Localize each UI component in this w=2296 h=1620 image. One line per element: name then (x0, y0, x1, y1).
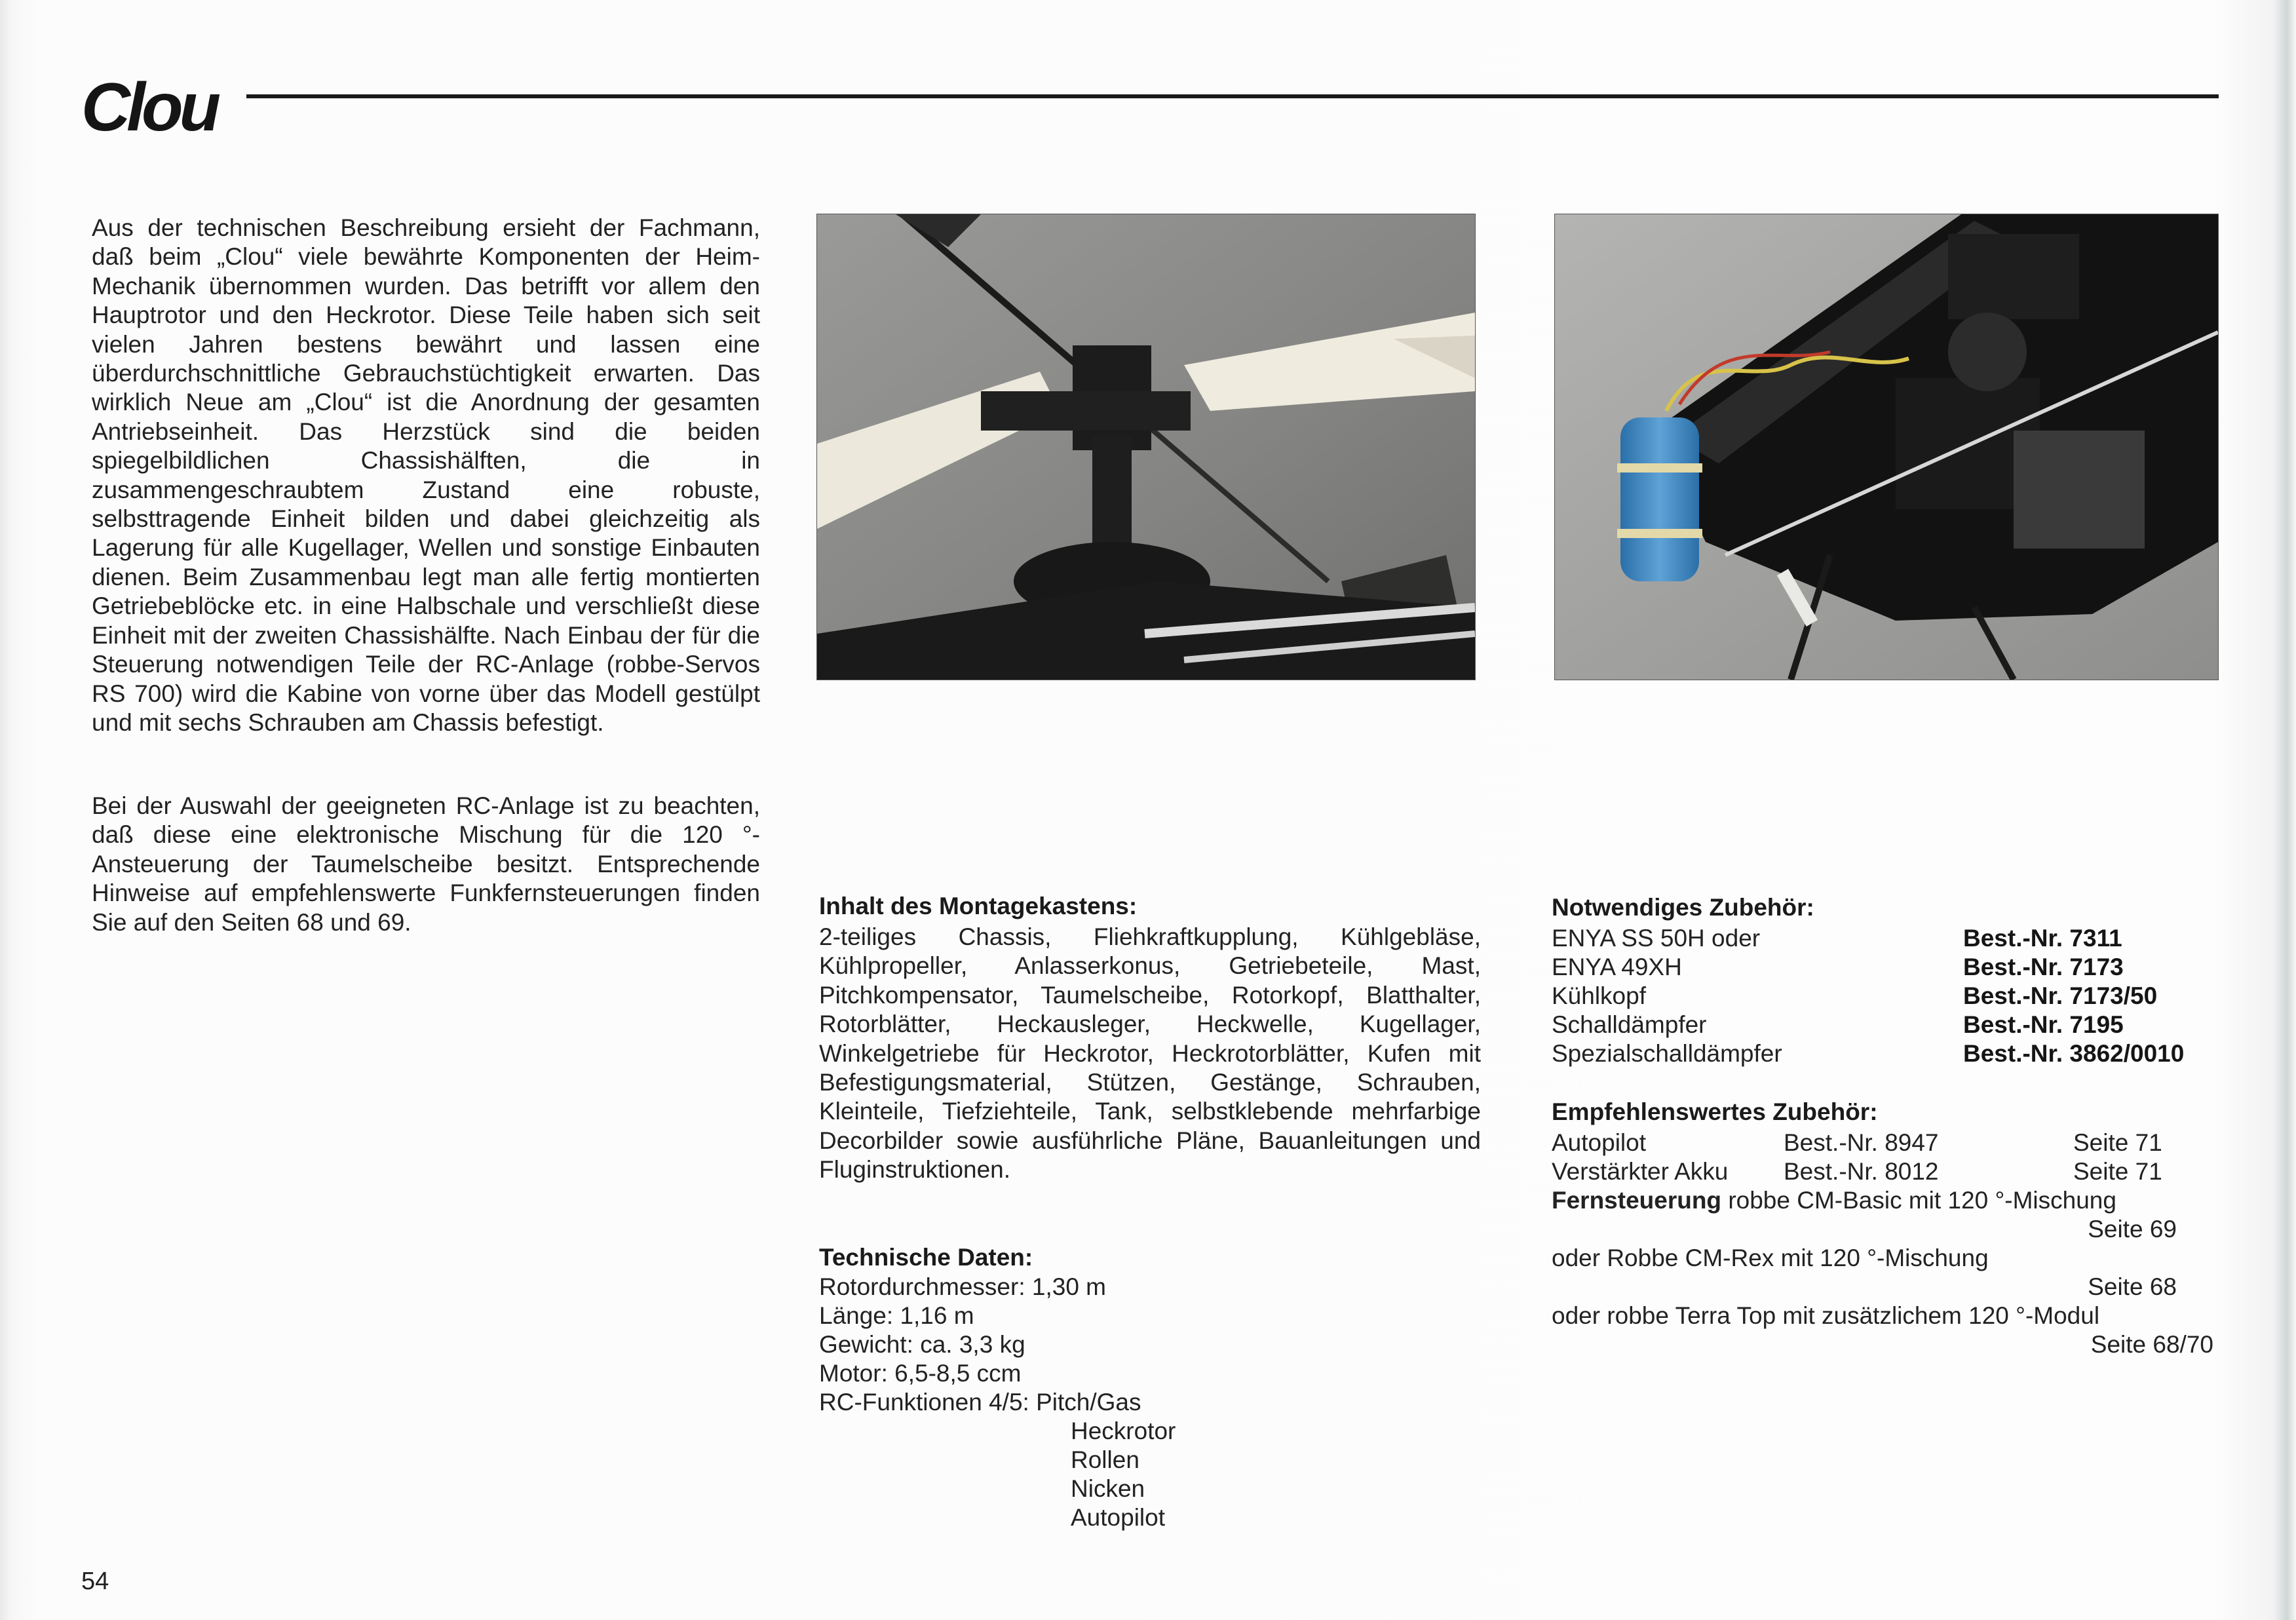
required-item-order: Best.-Nr. 3862/0010 (1963, 1040, 2185, 1067)
recommended-item-order: Best.-Nr. 8012 (1784, 1158, 1939, 1185)
page-number: 54 (81, 1568, 109, 1595)
rc-option-1-text: robbe CM-Basic mit 120 °-Mischung (1728, 1187, 2116, 1214)
required-heading: Notwendiges Zubehör: (1552, 894, 1814, 921)
rc-option-3: oder robbe Terra Top mit zusätzlichem 120 °-Modul (1552, 1302, 2100, 1329)
required-item-label: Spezialschalldämpfer (1552, 1040, 1782, 1067)
rc-option-1-page: Seite 69 (2088, 1216, 2177, 1243)
rc-function: Heckrotor (1071, 1418, 1176, 1444)
rc-option-2-page: Seite 68 (2088, 1273, 2177, 1300)
required-item-order: Best.-Nr. 7311 (1963, 925, 2122, 952)
required-item-order: Best.-Nr. 7173/50 (1963, 982, 2158, 1009)
required-item-order: Best.-Nr. 7173 (1963, 954, 2124, 980)
intro-paragraph-2: Bei der Auswahl der geeigneten RC-Anlage ist zu beachten, daß diese eine elektronische Mischung für die 120 °-Ansteuerung der Taumelscheibe besitzt. Entsprechende Hinweise auf empfehlenswerte Funkfernsteuerungen finden Sie auf den Seiten 68 und 69. (92, 792, 760, 936)
contents-text: 2-teiliges Chassis, Fliehkraftkupplung, Kühlgebläse, Kühlpropeller, Anlasserkonus, Getriebeteile, Mast, Pitchkompensator, Taumelscheibe, Rotorkopf, Blatthalter, Rotorblätter, Heckausleger, Heckwelle, Kugellager, Winkelgetriebe für Heckrotor, Heckrotorblätter, Kufen mit Befestigungsmaterial, Stützen, Gestänge, Schrauben, Kleinteile, Tiefziehteile, Tank, selbstklebende mehrfarbige Decorbilder sowie ausführliche Pläne, Bauanleitungen und Fluginstruktionen. (819, 923, 1481, 1184)
tech-row: Gewicht: ca. 3,3 kg (819, 1331, 1025, 1358)
chassis-photo (1554, 214, 2219, 680)
rc-function: Autopilot (1071, 1504, 1165, 1531)
required-item-label: Schalldämpfer (1552, 1011, 1707, 1038)
required-item-label: ENYA 49XH (1552, 954, 1682, 980)
rc-option-1 (1552, 1186, 2116, 1215)
title-rule (246, 94, 2219, 98)
rc-function: Rollen (1071, 1446, 1139, 1473)
required-item-order: Best.-Nr. 7195 (1963, 1011, 2124, 1038)
rc-function: Nicken (1071, 1475, 1145, 1502)
rotor-head-photo (816, 214, 1476, 680)
contents-heading: Inhalt des Montagekastens: (819, 893, 1138, 919)
recommended-item-label: Autopilot (1552, 1129, 1646, 1156)
tech-heading: Technische Daten: (819, 1244, 1033, 1271)
required-item-label: Kühlkopf (1552, 982, 1646, 1009)
rc-option-3-page: Seite 68/70 (2090, 1331, 2213, 1358)
rc-label: Fernsteuerung (1552, 1187, 1722, 1214)
tech-row: Rotordurchmesser: 1,30 m (819, 1273, 1107, 1300)
required-item-label: ENYA SS 50H oder (1552, 925, 1761, 952)
recommended-item-order: Best.-Nr. 8947 (1784, 1129, 1939, 1156)
tech-row: Länge: 1,16 m (819, 1302, 974, 1329)
page-title: Clou (81, 69, 218, 145)
recommended-item-page: Seite 71 (2073, 1158, 2162, 1185)
intro-paragraph-1: Aus der technischen Beschreibung ersieht der Fachmann, daß beim „Clou“ viele bewährte Komponenten der Heim-Mechanik übernommen wurden. Das betrifft vor allem den Hauptrotor und den Heckrotor. Diese Teile haben sich seit vielen Jahren bestens bewährt und lassen eine überdurchschnittliche Gebrauchstüchtigkeit erwarten. Das wirklich Neue am „Clou“ ist die Anordnung der gesamten Antriebseinheit. Das Herzstück sind die beiden spiegelbildlichen Chassishälften, die in zusammengeschraubtem Zustand eine robuste, selbsttragende Einheit bilden und dabei gleichzeitig als Lagerung für alle Kugellager, Wellen und sonstige Einbauten dienen. Beim Zusammenbau legt man alle fertig montierten Getriebeblöcke etc. in eine Halbschale und verschließt diese Einheit mit der zweiten Chassishälfte. Nach Einbau der für die Steuerung notwendigen Teile der RC-Anlage (robbe-Servos RS 700) wird die Kabine von vorne über das Modell gestülpt und mit sechs Schrauben am Chassis befestigt. (92, 214, 760, 736)
recommended-heading: Empfehlenswertes Zubehör: (1552, 1098, 1878, 1125)
rc-option-2: oder Robbe CM-Rex mit 120 °-Mischung (1552, 1244, 1989, 1271)
tech-row: Motor: 6,5-8,5 ccm (819, 1360, 1022, 1387)
recommended-item-page: Seite 71 (2073, 1129, 2162, 1156)
tech-row: RC-Funktionen 4/5: Pitch/Gas (819, 1389, 1141, 1416)
recommended-item-label: Verstärkter Akku (1552, 1158, 1729, 1185)
